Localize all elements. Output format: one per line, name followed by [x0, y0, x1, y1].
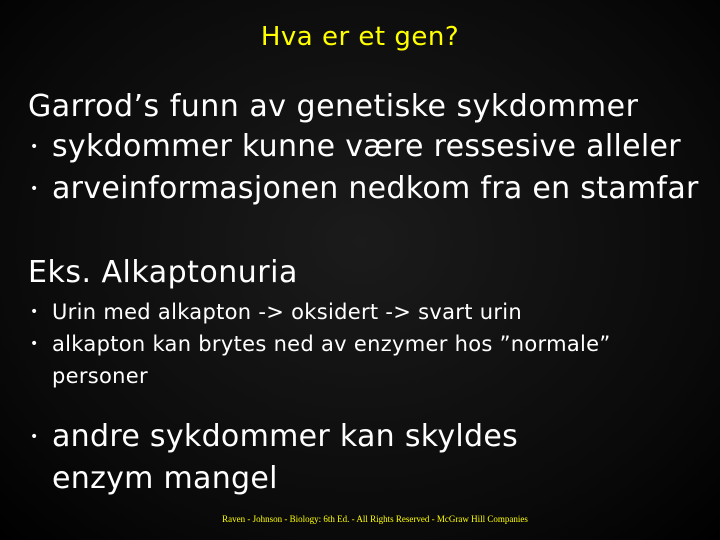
- list-item-text: alkapton kan brytes ned av enzymer hos ”normale” personer: [52, 332, 611, 388]
- list-item-text: andre sykdommer kan skyldes enzym mangel: [52, 419, 519, 496]
- list-item: [28, 296, 700, 328]
- bullet-list: [28, 126, 700, 210]
- copyright-footer: [0, 514, 720, 524]
- bullet-icon: •: [30, 139, 39, 155]
- section-heading: Garrod’s funn av genetiske sykdommer: [28, 89, 639, 124]
- list-item-text: arveinformasjonen nedkom fra en stamfar: [52, 171, 699, 206]
- slide-title: Hva er et gen?: [260, 22, 460, 52]
- list-item: [28, 416, 600, 500]
- bullet-icon: •: [30, 336, 39, 352]
- bullet-list: [28, 296, 700, 392]
- list-item: [28, 168, 700, 210]
- section-alkaptonuria: [28, 254, 700, 500]
- list-item: [28, 328, 700, 392]
- list-item-text: sykdommer kunne være ressesive alleler: [52, 129, 681, 164]
- bullet-icon: •: [30, 429, 39, 445]
- footer-text: Raven - Johnson - Biology: 6th Ed. - All Rights Reserved - McGraw Hill Companies: [222, 514, 528, 524]
- section-garrod: [28, 88, 700, 210]
- bullet-icon: •: [30, 181, 39, 197]
- bullet-icon: •: [30, 304, 39, 320]
- list-item-text: Urin med alkapton -> oksidert -> svart urin: [52, 300, 523, 324]
- section-heading: Eks. Alkaptonuria: [28, 255, 298, 290]
- list-item: [28, 126, 700, 168]
- bullet-list: [28, 416, 700, 500]
